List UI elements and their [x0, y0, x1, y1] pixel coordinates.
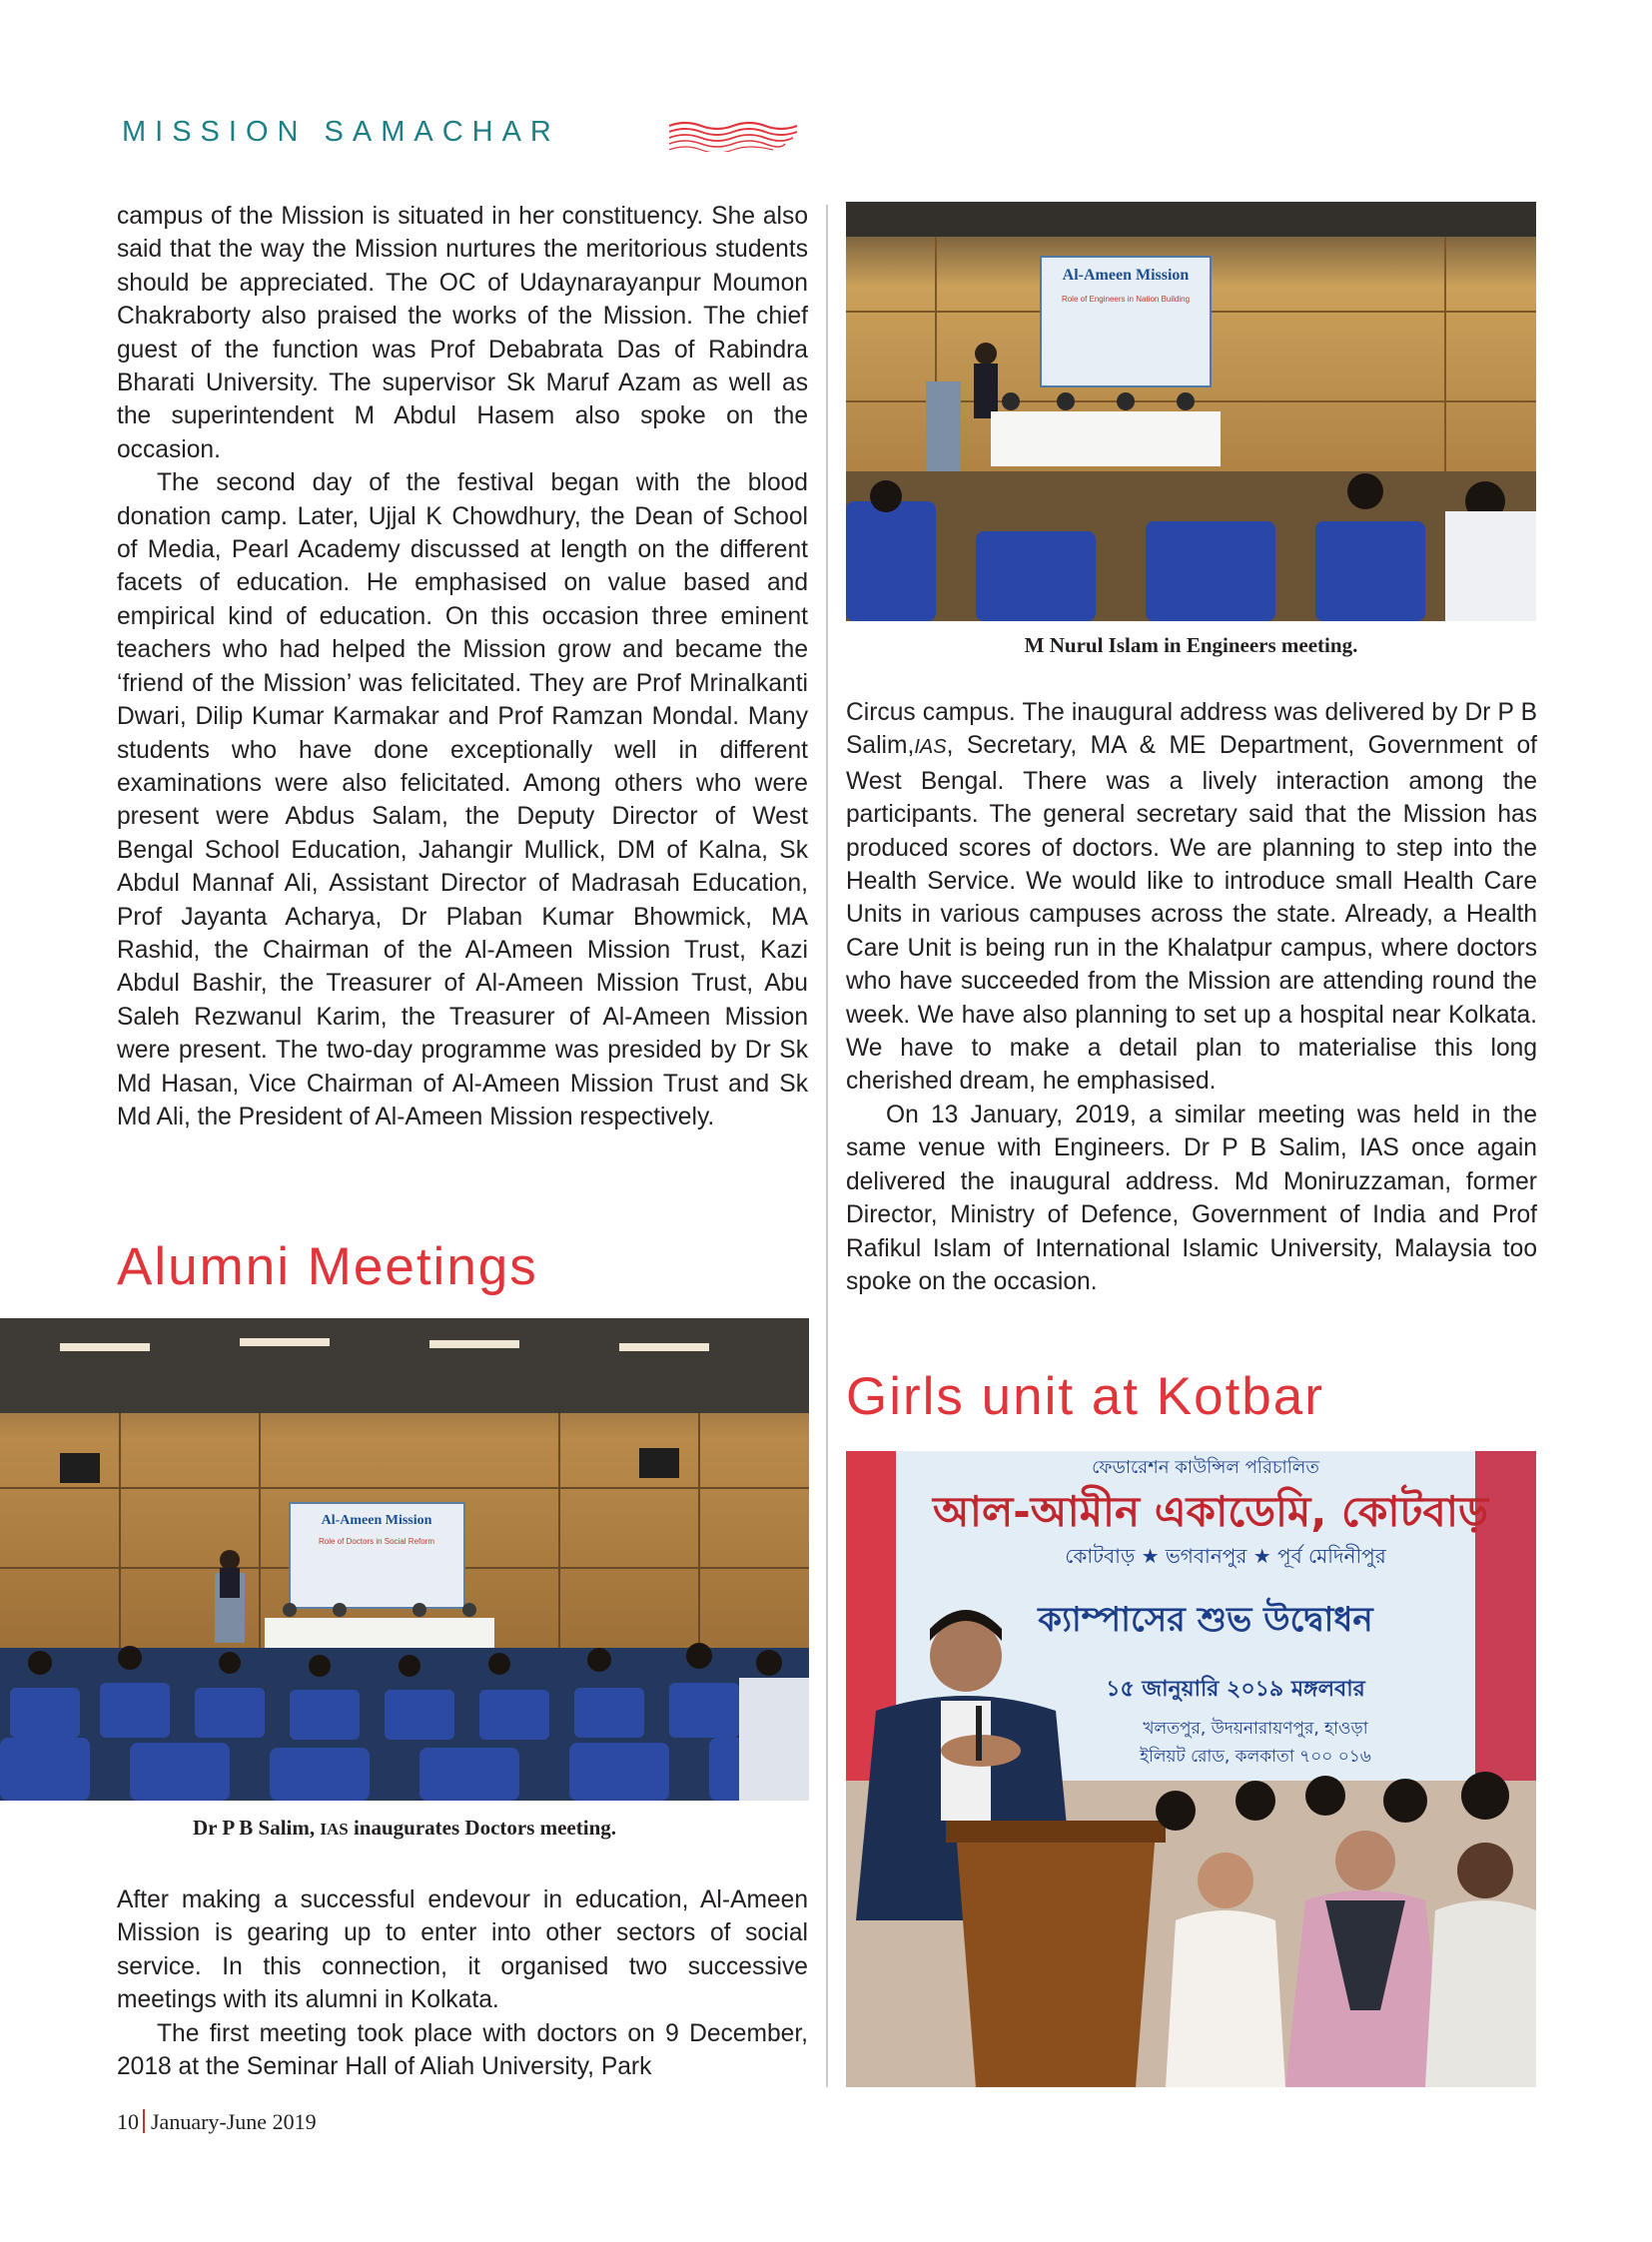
page-footer: [117, 2109, 317, 2135]
footer-separator: [143, 2109, 145, 2133]
alumni-text: [117, 1883, 808, 2083]
photo-caption: [0, 1816, 809, 1841]
running-header: [122, 116, 681, 156]
paragraph: After making a successful endevour in education, Al-Ameen Mission is gearing up to enter into other sectors of social service. In this connection, it organised two successive meetings with its alumni in Kolkata.: [117, 1886, 808, 2014]
text-run: , Secretary, MA & ME Department, Government of West Bengal. There was a lively interaction among the participants. The general secretary said that the Mission has produced scores of doctors. We are planning to step into the Health Service. We would like to introduce small Health Care Units in various campuses across the state. Already, a Health Care Unit is being run in the Khalatpur campus, where doctors who have succeeded from the Mission are attending round the week. We have also planning to set up a hospital near Kolkata. We have to make a detail plan to materialise this long cherished dream, he emphasised.: [846, 732, 1537, 1096]
magazine-title: MISSION SAMACHAR: [122, 116, 560, 148]
banner-text: ১৫ জানুয়ারি ২০১৯ মঙ্গলবার: [1106, 1677, 1365, 1702]
banner-text: Al-Ameen Mission: [321, 1513, 432, 1528]
wave-decoration-icon: [669, 120, 799, 152]
text-run: IAS: [914, 736, 947, 759]
section-heading-alumni: Alumni Meetings: [117, 1237, 538, 1296]
caption-ias: IAS: [320, 1820, 349, 1839]
doctors-meeting-photo: [0, 1318, 809, 1801]
text-run: Circus campus. The inaugural address was delivered by Dr P B Salim,: [846, 699, 1537, 760]
banner-text: কোটবাড় ★ ভগবানপুর ★ পূর্ব মেদিনীপুর: [1065, 1544, 1386, 1568]
photo-caption: M Nurul Islam in Engineers meeting.: [1024, 633, 1358, 657]
banner-text: আল-আমীন একাডেমি, কোটবাড়: [933, 1487, 1488, 1536]
kotbar-inauguration-photo: [846, 1451, 1536, 2087]
paragraph: campus of the Mission is situated in her constituency. She also said that the way the Mission nurtures the meritorious students should be appreciated. The OC of Udaynarayanpur Moumon Chakraborty also praised the works of the Mission. The chief guest of the function was Prof Debabrata Das of Rabindra Bharati University. The supervisor Sk Maruf Azam as well as the superintendent M Abdul Hasem also spoke on the occasion.: [117, 203, 808, 463]
left-column-text: [117, 200, 808, 1133]
banner-text: ফেডারেশন কাউন্সিল পরিচালিত: [1092, 1457, 1319, 1478]
paragraph: On 13 January, 2019, a similar meeting was held in the same venue with Engineers. Dr P B Salim, IAS once again delivered the inaugural address. Md Moniruzzaman, former Director, Ministry of Defence, Government of India and Prof Rafikul Islam of International Islamic University, Malaysia too spoke on the occasion.: [846, 1101, 1537, 1295]
caption-text: Dr P B Salim,: [192, 1816, 321, 1840]
paragraph: The second day of the festival began with the blood donation camp. Later, Ujjal K Chowdhury, the Dean of School of Media, Pearl Academy discussed at length on the different facets of education. He emphasised on value based and empirical kind of education. On this occasion three eminent teachers who had helped the Mission grow and became the ‘friend of the Mission’ was felicitated. They are Prof Mrinalkanti Dwari, Dilip Kumar Karmakar and Prof Ramzan Mondal. Many students who have done exceptionally well in different examinations were also felicitated. Among others who were present were Abdus Salam, the Deputy Director of West Bengal School Education, Jahangir Mullick, DM of Kalna, Sk Abdul Mannaf Ali, Assistant Director of Madrasah Education, Prof Jayanta Acharya, Dr Plaban Kumar Bhowmick, MA Rashid, the Chairman of the Al-Ameen Mission Trust, Kazi Abdul Bashir, the Treasurer of Al-Ameen Mission Trust, Abu Saleh Rezwanul Karim, the Treasurer of Al-Ameen Mission were present. The two-day programme was presided by Dr Sk Md Hasan, Vice Chairman of Al-Ameen Mission Trust and Sk Md Ali, the President of Al-Ameen Mission respectively.: [117, 469, 808, 1130]
banner-text: ইলিয়ট রোড, কলকাতা ৭০০ ০১৬: [1140, 1747, 1371, 1767]
banner-text: খলতপুর, উদয়নারায়ণপুর, হাওড়া: [1143, 1719, 1368, 1739]
engineers-meeting-photo: [846, 202, 1536, 621]
right-column-text: [846, 696, 1537, 1298]
section-heading-kotbar: Girls unit at Kotbar: [846, 1367, 1324, 1426]
banner-text: Role of Doctors in Social Reform: [318, 1537, 435, 1546]
page-number: 10: [117, 2109, 139, 2134]
banner-text: Role of Engineers in Nation Building: [1061, 295, 1191, 304]
column-divider: [826, 205, 828, 2087]
banner-text: Al-Ameen Mission: [1062, 267, 1190, 284]
paragraph: [846, 696, 1537, 1099]
banner-text: ক্যাম্পাসের শুভ উদ্বোধন: [1038, 1600, 1373, 1640]
issue-date: January-June 2019: [151, 2109, 317, 2134]
caption-text: inaugurates Doctors meeting.: [348, 1816, 617, 1840]
paragraph: The first meeting took place with doctors on 9 December, 2018 at the Seminar Hall of Aliah University, Park: [117, 2019, 808, 2081]
